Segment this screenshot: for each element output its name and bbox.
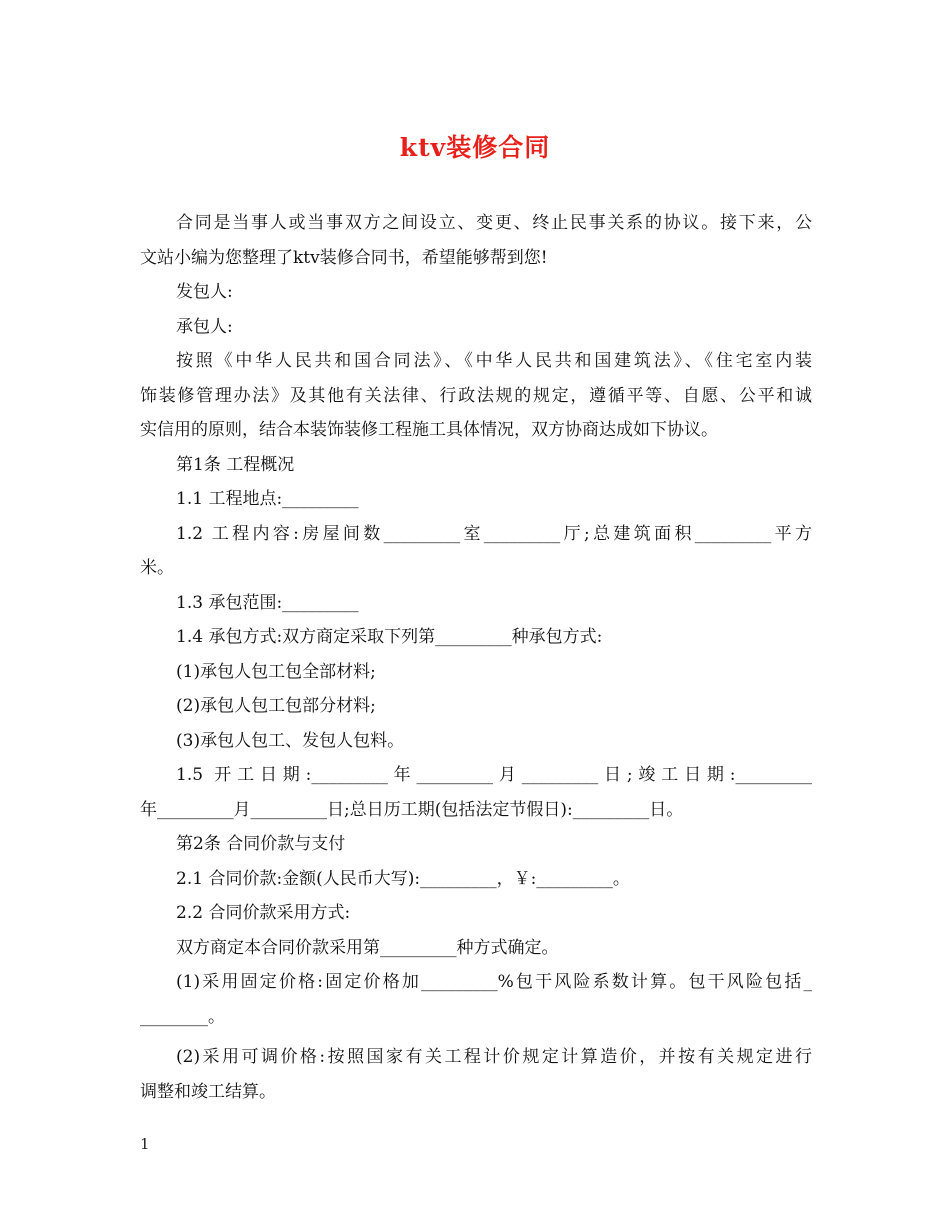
clause-1-3: 1.3 承包范围:_________ — [176, 592, 359, 613]
party-a-label: 发包人: — [176, 282, 233, 302]
article-2-heading: 第2条 合同价款与支付 — [176, 834, 346, 854]
price-option-2-line-2: 调整和竣工结算。 — [140, 1081, 276, 1102]
option-3: (3)承包人包工、发包人包料。 — [176, 730, 405, 751]
price-option-2-line-1: (2)采用可调价格:按照国家有关工程计价规定计算造价，并按有关规定进行 — [176, 1047, 812, 1067]
clause-2-1: 2.1 合同价款:金额(人民币大写):_________，￥:_________。 — [176, 868, 630, 889]
clause-1-2-line-2: 米。 — [140, 558, 174, 578]
paragraph-basis-line-1: 按照《中华人民共和国合同法》、《中华人民共和国建筑法》、《住宅室内装 — [176, 351, 812, 371]
clause-1-2-line-1: 1.2 工程内容:房屋间数_________室_________厅;总建筑面积_________平方 — [176, 523, 812, 544]
paragraph-intro-line-1: 合同是当事人或当事双方之间设立、变更、终止民事关系的协议。接下来，公 — [176, 213, 812, 233]
price-option-1-line-1: (1)采用固定价格:固定价格加_________%包干风险系数计算。包干风险包括_ — [176, 972, 812, 992]
clause-2-2-text: 双方商定本合同价款采用第_________种方式确定。 — [176, 937, 559, 958]
clause-1-4: 1.4 承包方式:双方商定采取下列第_________种承包方式: — [176, 627, 603, 647]
clause-1-5-line-1: 1.5 开工日期:_________年_________月_________日;竣工日期:_________ — [176, 765, 812, 785]
page-title: ktv装修合同 — [399, 133, 551, 162]
paragraph-basis-line-3: 实信用的原则，结合本装饰装修工程施工具体情况，双方协商达成如下协议。 — [140, 420, 718, 440]
page-number: 1 — [140, 1135, 150, 1153]
clause-1-1: 1.1 工程地点:_________ — [176, 489, 359, 509]
paragraph-intro-line-2: 文站小编为您整理了ktv装修合同书，希望能够帮到您! — [140, 247, 548, 268]
document-body — [140, 206, 812, 1109]
clause-2-2: 2.2 合同价款采用方式: — [176, 903, 351, 923]
clause-1-5-line-2: 年_________月_________日;总日历工期(包括法定节假日):_________日。 — [140, 799, 684, 820]
party-b-label: 承包人: — [176, 316, 233, 337]
paragraph-basis-line-2: 饰装修管理办法》及其他有关法律、行政法规的规定，遵循平等、自愿、公平和诚 — [140, 385, 812, 406]
article-1-heading: 第1条 工程概况 — [176, 454, 295, 475]
option-1: (1)承包人包工包全部材料; — [176, 661, 376, 682]
price-option-1-line-2: ________。 — [140, 1006, 225, 1027]
option-2: (2)承包人包工包部分材料; — [176, 696, 376, 716]
